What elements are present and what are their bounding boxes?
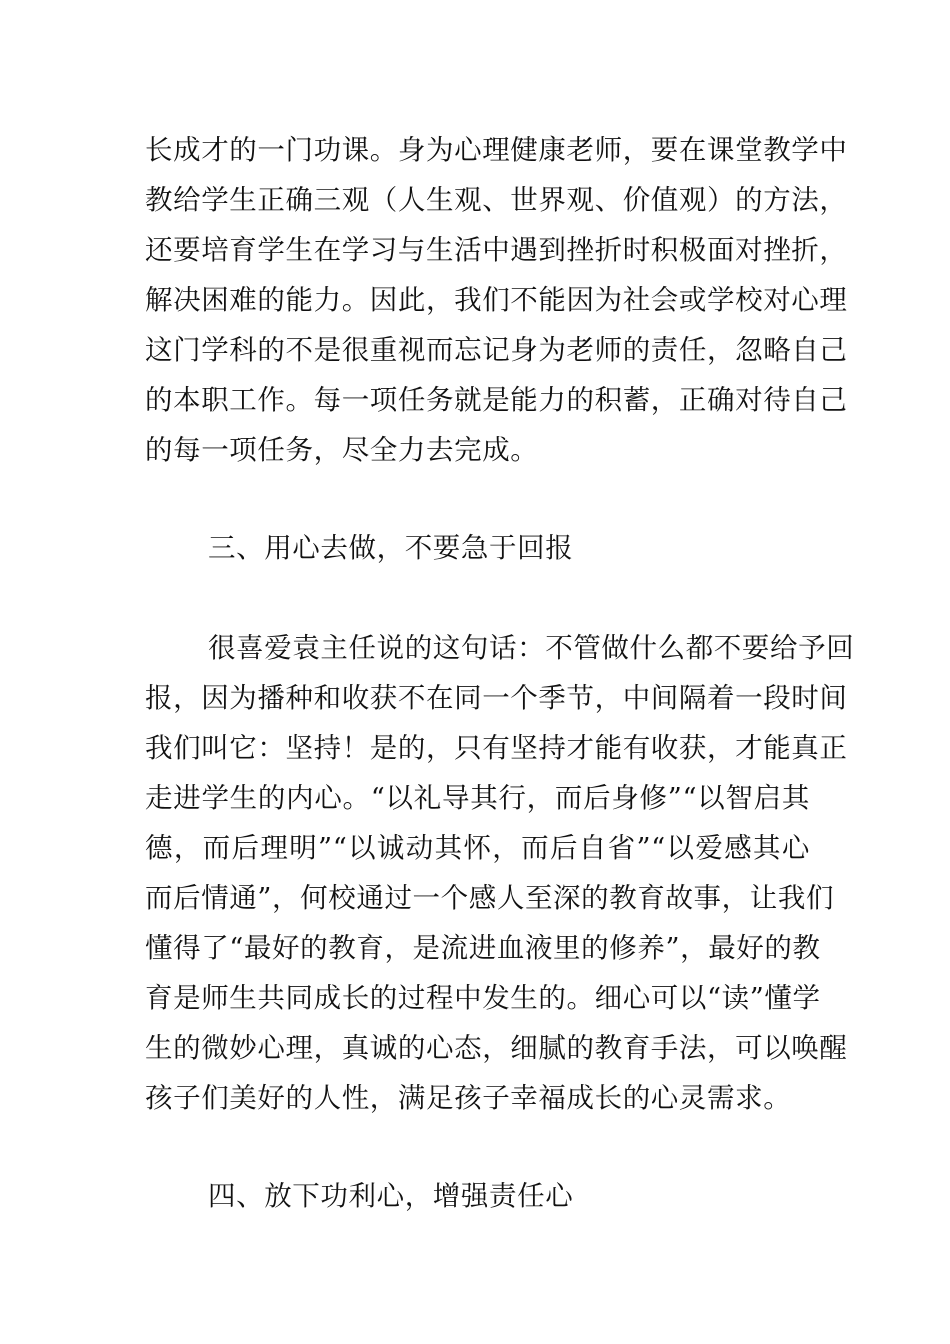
paragraph-1-line-3: 还要培育学生在学习与生活中遇到挫折时积极面对挫折， <box>145 234 848 266</box>
paragraph-1-line-7: 的每一项任务，尽全力去完成。 <box>145 434 539 466</box>
paragraph-2-line-6: 而后情通”，何校通过一个感人至深的教育故事，让我们 <box>145 882 835 914</box>
paragraph-2-line-8: 育是师生共同成长的过程中发生的。细心可以“读”懂学 <box>145 982 821 1014</box>
paragraph-1-line-2: 教给学生正确三观（人生观、世界观、价值观）的方法， <box>145 184 848 216</box>
paragraph-1-line-5: 这门学科的不是很重视而忘记身为老师的责任，忽略自己 <box>145 334 848 366</box>
paragraph-2-line-3: 我们叫它：坚持！是的，只有坚持才能有收获，才能真正 <box>145 732 848 764</box>
paragraph-1-line-1: 长成才的一门功课。身为心理健康老师，要在课堂教学中 <box>145 134 848 166</box>
paragraph-2-line-1: 很喜爱袁主任说的这句话：不管做什么都不要给予回 <box>208 632 855 664</box>
paragraph-2-line-2: 报，因为播种和收获不在同一个季节，中间隔着一段时间 <box>145 682 848 714</box>
section-heading-4: 四、放下功利心，增强责任心 <box>208 1180 574 1212</box>
paragraph-2-line-9: 生的微妙心理，真诚的心态，细腻的教育手法，可以唤醒 <box>145 1032 848 1064</box>
paragraph-2-line-5: 德，而后理明”“以诚动其怀，而后自省”“以爱感其心 <box>145 832 810 864</box>
paragraph-2-line-7: 懂得了“最好的教育，是流进血液里的修养”，最好的教 <box>145 932 821 964</box>
paragraph-1-line-6: 的本职工作。每一项任务就是能力的积蓄，正确对待自己 <box>145 384 848 416</box>
section-heading-3: 三、用心去做，不要急于回报 <box>208 532 574 564</box>
paragraph-1-line-4: 解决困难的能力。因此，我们不能因为社会或学校对心理 <box>145 284 848 316</box>
paragraph-2-line-10: 孩子们美好的人性，满足孩子幸福成长的心灵需求。 <box>145 1082 792 1114</box>
paragraph-2-line-4: 走进学生的内心。“以礼导其行，而后身修”“以智启其 <box>145 782 810 814</box>
